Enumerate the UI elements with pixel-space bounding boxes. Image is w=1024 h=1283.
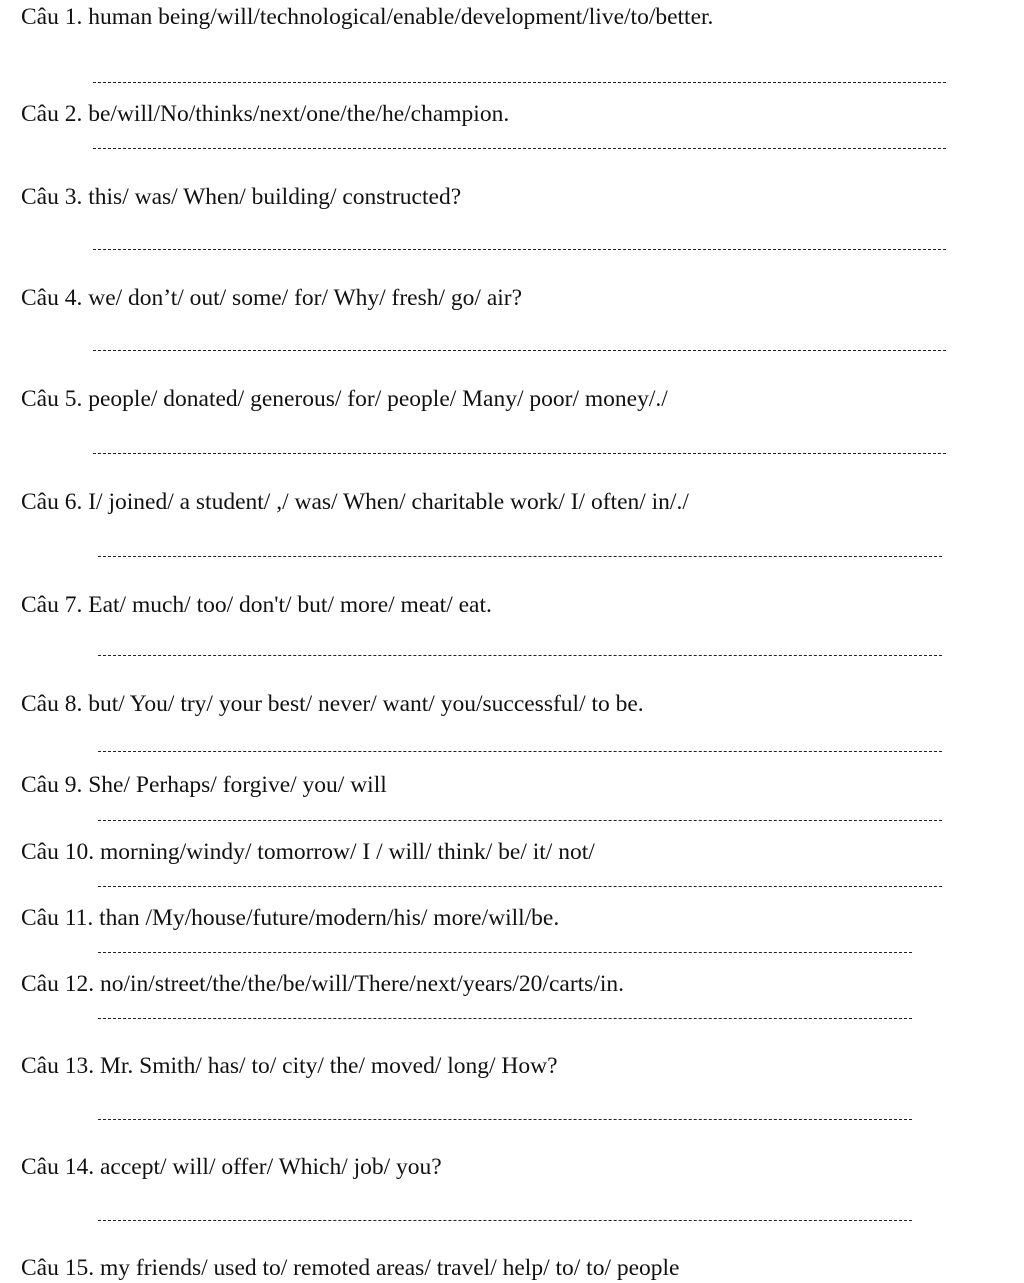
- question-11: [21, 903, 559, 933]
- question-prompt: than /My/house/future/modern/his/ more/will/be.: [99, 905, 560, 931]
- question-6: [21, 487, 689, 517]
- answer-line-11[interactable]: [98, 952, 912, 953]
- question-prompt: but/ You/ try/ your best/ never/ want/ you/successful/ to be.: [88, 691, 644, 717]
- question-prompt: my friends/ used to/ remoted areas/ travel/ help/ to/ to/ people: [99, 1255, 680, 1281]
- question-2: [21, 99, 509, 129]
- answer-line-1[interactable]: [93, 82, 946, 83]
- answer-line-3[interactable]: [93, 249, 946, 250]
- question-number: Câu 4.: [21, 285, 83, 311]
- question-prompt: I/ joined/ a student/ ,/ was/ When/ charitable work/ I/ often/ in/./: [88, 489, 689, 515]
- question-prompt: Eat/ much/ too/ don't/ but/ more/ meat/ eat.: [88, 592, 492, 618]
- answer-line-12[interactable]: [98, 1018, 912, 1019]
- answer-line-4[interactable]: [93, 350, 946, 351]
- question-number: Câu 5.: [21, 386, 83, 412]
- question-3: [21, 182, 461, 212]
- question-number: Câu 3.: [21, 184, 83, 210]
- answer-line-7[interactable]: [98, 655, 942, 656]
- question-13: [21, 1051, 558, 1081]
- question-number: Câu 7.: [21, 592, 83, 618]
- question-number: Câu 1.: [21, 4, 83, 30]
- question-number: Câu 8.: [21, 691, 83, 717]
- question-prompt: no/in/street/the/the/be/will/There/next/years/20/carts/in.: [99, 971, 625, 997]
- answer-line-5[interactable]: [93, 453, 946, 454]
- answer-line-10[interactable]: [98, 886, 942, 887]
- question-number: Câu 13.: [21, 1053, 95, 1079]
- question-prompt: Mr. Smith/ has/ to/ city/ the/ moved/ long/ How?: [99, 1053, 558, 1079]
- question-prompt: be/will/No/thinks/next/one/the/he/champion.: [88, 101, 510, 127]
- answer-line-9[interactable]: [98, 820, 942, 821]
- question-number: Câu 6.: [21, 489, 83, 515]
- question-number: Câu 10.: [21, 839, 95, 865]
- question-number: Câu 12.: [21, 971, 95, 997]
- question-14: [21, 1152, 442, 1182]
- question-number: Câu 11.: [21, 905, 94, 931]
- question-7: [21, 590, 492, 620]
- question-prompt: people/ donated/ generous/ for/ people/ Many/ poor/ money/./: [88, 386, 668, 412]
- answer-line-6[interactable]: [98, 556, 942, 557]
- question-1: [21, 2, 781, 33]
- question-prompt: morning/windy/ tomorrow/ I / will/ think/ be/ it/ not/: [99, 839, 595, 865]
- answer-line-8[interactable]: [98, 751, 942, 752]
- question-prompt: accept/ will/ offer/ Which/ job/ you?: [99, 1154, 442, 1180]
- question-number: Câu 9.: [21, 772, 83, 798]
- question-prompt: human being/will/technological/enable/development/live/to/better.: [88, 4, 714, 30]
- question-number: Câu 15.: [21, 1255, 95, 1281]
- question-prompt: we/ don’t/ out/ some/ for/ Why/ fresh/ go/ air?: [88, 285, 523, 311]
- question-12: [21, 969, 624, 999]
- question-9: [21, 770, 387, 800]
- answer-line-2[interactable]: [93, 148, 946, 149]
- question-prompt: this/ was/ When/ building/ constructed?: [88, 184, 462, 210]
- answer-line-13[interactable]: [98, 1119, 912, 1120]
- question-prompt: She/ Perhaps/ forgive/ you/ will: [88, 772, 387, 798]
- question-10: [21, 837, 595, 867]
- answer-line-14[interactable]: [98, 1220, 912, 1221]
- question-15: [21, 1253, 680, 1283]
- question-number: Câu 14.: [21, 1154, 95, 1180]
- question-4: [21, 283, 522, 313]
- question-5: [21, 384, 668, 414]
- question-8: [21, 689, 644, 719]
- question-number: Câu 2.: [21, 101, 83, 127]
